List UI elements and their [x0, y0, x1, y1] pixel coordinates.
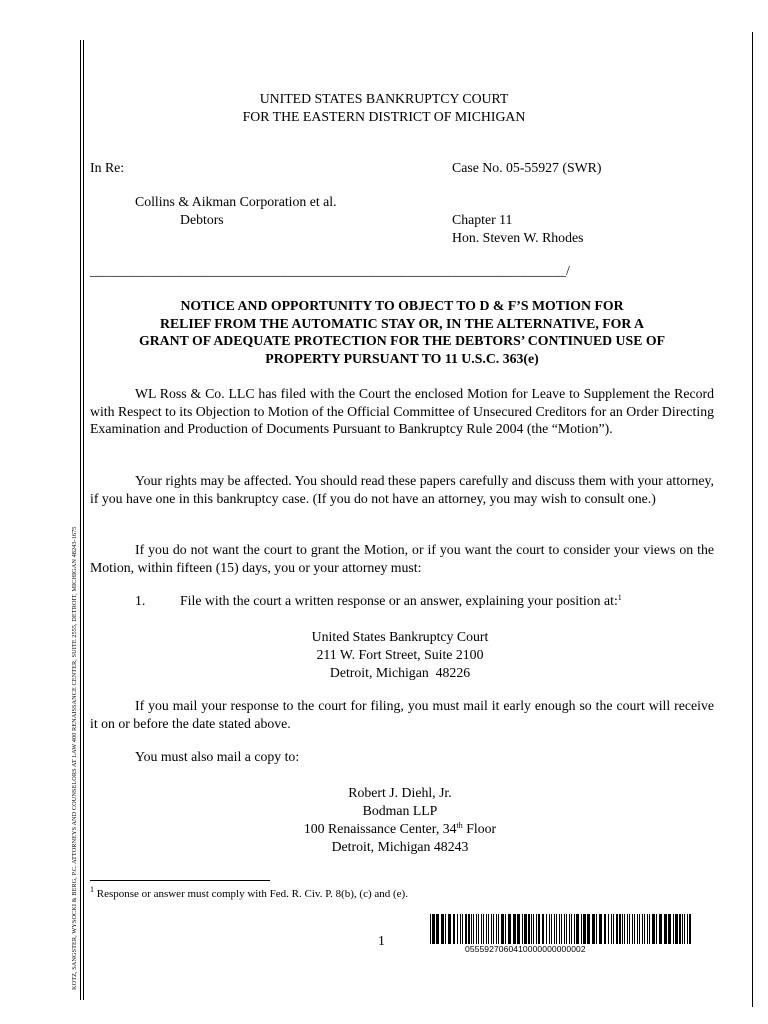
barcode-bar — [453, 914, 455, 944]
barcode-bar — [517, 914, 520, 944]
footnote-marker: 1 — [90, 885, 94, 894]
court-address-line-1: United States Bankruptcy Court — [311, 629, 489, 644]
barcode-bar — [473, 914, 474, 944]
item-1-number: 1. — [135, 593, 146, 608]
barcode-bar — [481, 914, 482, 944]
barcode-bar — [659, 914, 662, 944]
barcode-bar — [542, 914, 544, 944]
barcode-bar — [611, 914, 612, 944]
barcode-bar — [498, 914, 499, 944]
barcode-bar — [493, 914, 494, 944]
barcode-bar — [637, 914, 638, 944]
barcode-bar — [505, 914, 506, 944]
barcode-bar — [689, 914, 691, 944]
barcode-bar — [468, 914, 470, 944]
copy-address-line-3-start: 100 Renaissance Center, 34 — [303, 821, 457, 836]
barcode-bar — [642, 914, 643, 944]
barcode-bar — [622, 914, 623, 944]
chapter: Chapter 11 — [452, 212, 513, 227]
barcode-bar — [486, 914, 487, 944]
barcode-bar — [576, 914, 579, 944]
court-name — [84, 91, 684, 125]
barcode-bar — [531, 914, 532, 944]
barcode-bar — [682, 914, 683, 944]
paragraph-instructions-text: If you do not want the court to grant the Motion, or if you want the court to consider your views on the Motion, within fifteen (15) days, you or your attorney must: — [90, 542, 714, 575]
barcode-bar — [432, 914, 435, 944]
barcode-number: 0555927060410000000000002 — [465, 944, 586, 954]
barcode-bar — [608, 914, 609, 944]
footnote-text: Response or answer must comply with Fed. R. Civ. P. 8(b), (c) and (e). — [94, 888, 408, 900]
title-line-1: NOTICE AND OPPORTUNITY TO OBJECT TO D & F’S MOTION FOR — [180, 298, 624, 313]
barcode-bar — [448, 914, 451, 944]
barcode-bar — [533, 914, 534, 944]
copy-address-line-3 — [200, 820, 600, 838]
court-address — [200, 628, 600, 682]
barcode-bar — [632, 914, 633, 944]
barcode-bar — [538, 914, 540, 944]
item-1 — [180, 593, 622, 609]
barcode-bar — [501, 914, 504, 944]
copy-address-line-2: Bodman LLP — [362, 803, 438, 818]
paragraph-motion-text: WL Ross & Co. LLC has filed with the Court the enclosed Motion for Leave to Supplement the Record with Respect to its Objection to Motion of the Official Committee of Unsecured Creditors for an Order Directing Examination and Production of Documents Pursuant to Bankruptcy Rule 2004 (the “Motion”). — [90, 386, 714, 436]
footnote-divider — [90, 880, 270, 881]
barcode-bar — [556, 914, 557, 944]
barcode-bar — [684, 914, 685, 944]
barcode-bar — [664, 914, 667, 944]
barcode-bar — [673, 914, 674, 944]
barcode-bar — [549, 914, 550, 944]
court-address-line-2: 211 W. Fort Street, Suite 2100 — [316, 647, 484, 662]
barcode-bar — [513, 914, 516, 944]
barcode-bar — [554, 914, 555, 944]
court-line-1: UNITED STATES BANKRUPTCY COURT — [259, 91, 509, 106]
court-line-2: FOR THE EASTERN DISTRICT OF MICHIGAN — [242, 109, 526, 124]
barcode-bar — [496, 914, 497, 944]
barcode-bar — [462, 914, 463, 944]
paragraph-mail-text: If you mail your response to the court for filing, you must mail it early enough so the court will receive it on or before the date stated above. — [90, 698, 714, 731]
barcode-bar — [639, 914, 640, 944]
barcode-bar — [508, 914, 511, 944]
barcode-bar — [596, 914, 597, 944]
barcode-bar — [546, 914, 547, 944]
page-number: 1 — [378, 933, 385, 948]
barcode-bar — [624, 914, 625, 944]
barcode-bar — [488, 914, 489, 944]
barcode-bar — [483, 914, 484, 944]
barcode-bar — [687, 914, 688, 944]
paragraph-motion — [90, 385, 714, 438]
barcode-bar — [564, 914, 565, 944]
barcode-bar — [652, 914, 655, 944]
barcode-bar — [619, 914, 621, 944]
barcode-bar — [574, 914, 575, 944]
barcode-bar — [460, 914, 461, 944]
caption-divider: _____________________________________________________________________/ — [90, 263, 570, 278]
footnote — [90, 885, 408, 900]
barcode-bar — [445, 914, 446, 944]
barcode-bar — [471, 914, 472, 944]
in-re-label: In Re: — [90, 160, 125, 175]
barcode-bar — [524, 914, 527, 944]
barcode-bar — [629, 914, 630, 944]
barcode-bar — [441, 914, 444, 944]
barcode-bar — [476, 914, 477, 944]
barcode-bar — [634, 914, 635, 944]
paragraph-rights — [90, 472, 714, 507]
paragraph-copy: You must also mail a copy to: — [135, 749, 300, 764]
barcode-bar — [571, 914, 572, 944]
court-address-line-3: Detroit, Michigan 48226 — [329, 665, 471, 680]
barcode-bar — [430, 914, 431, 944]
barcode-bar — [559, 914, 560, 944]
right-margin-rule — [752, 32, 753, 1007]
floor-ordinal: th — [456, 821, 463, 830]
barcode-bar — [522, 914, 523, 944]
title-line-3: GRANT OF ADEQUATE PROTECTION FOR THE DEBTORS’ CONTINUED USE OF — [138, 333, 666, 348]
barcode-bar — [478, 914, 479, 944]
barcode-bar — [583, 914, 586, 944]
copy-address-line-1: Robert J. Diehl, Jr. — [348, 785, 452, 800]
barcode-bar — [649, 914, 650, 944]
barcode-bar — [457, 914, 458, 944]
document-title — [90, 297, 714, 367]
barcode-bar — [627, 914, 628, 944]
left-margin-rule — [80, 40, 81, 1000]
barcode-bar — [679, 914, 681, 944]
barcode-bar — [613, 914, 614, 944]
party-role: Debtors — [180, 212, 224, 227]
title-line-4: PROPERTY PURSUANT TO 11 U.S.C. 363(e) — [265, 350, 539, 366]
barcode-image — [430, 914, 692, 944]
barcode-bar — [561, 914, 562, 944]
barcode-bar — [592, 914, 595, 944]
paragraph-mail — [90, 697, 714, 732]
barcode-bar — [656, 914, 657, 944]
barcode-bar — [528, 914, 530, 944]
barcode-bar — [465, 914, 467, 944]
paragraph-instructions — [90, 541, 714, 576]
barcode-bar — [551, 914, 552, 944]
case-number: Case No. 05-55927 (SWR) — [452, 160, 602, 175]
firm-margin-text: KOTZ, SANGSTER, WYSOCKI & BERG, P.C. ATTORNEYS AND COUNSELORS AT LAW 400 RENAISSANCE CENTER, SUITE 2555, DETROIT, MICHIGAN 48243-1675 — [71, 526, 78, 990]
barcode-bar — [616, 914, 618, 944]
footnote-ref: 1 — [617, 593, 622, 602]
barcode-bar — [491, 914, 492, 944]
barcode-bar — [581, 914, 582, 944]
copy-address-line-4: Detroit, Michigan 48243 — [331, 839, 469, 854]
barcode-bar — [599, 914, 602, 944]
barcode-bar — [668, 914, 671, 944]
barcode-bar — [675, 914, 678, 944]
paragraph-rights-text: Your rights may be affected. You should read these papers carefully and discuss them with your attorney, if you have one in this bankruptcy case. (If you do not have an attorney, you may wish to consult one.) — [90, 473, 714, 506]
barcode-bar — [644, 914, 645, 944]
barcode-bar — [569, 914, 570, 944]
barcode-bar — [587, 914, 590, 944]
party-name: Collins & Aikman Corporation et al. — [135, 194, 337, 209]
judge-name: Hon. Steven W. Rhodes — [452, 230, 584, 245]
item-1-text: File with the court a written response or an answer, explaining your position at: — [180, 593, 618, 608]
title-line-2: RELIEF FROM THE AUTOMATIC STAY OR, IN THE ALTERNATIVE, FOR A — [159, 315, 644, 331]
barcode-bar — [647, 914, 648, 944]
barcode-bar — [536, 914, 537, 944]
copy-address — [200, 784, 600, 856]
barcode-bar — [566, 914, 567, 944]
left-margin-rule-inner — [83, 40, 84, 1000]
barcode-bar — [436, 914, 439, 944]
barcode-bar — [604, 914, 606, 944]
copy-address-line-3-end: Floor — [462, 821, 497, 836]
